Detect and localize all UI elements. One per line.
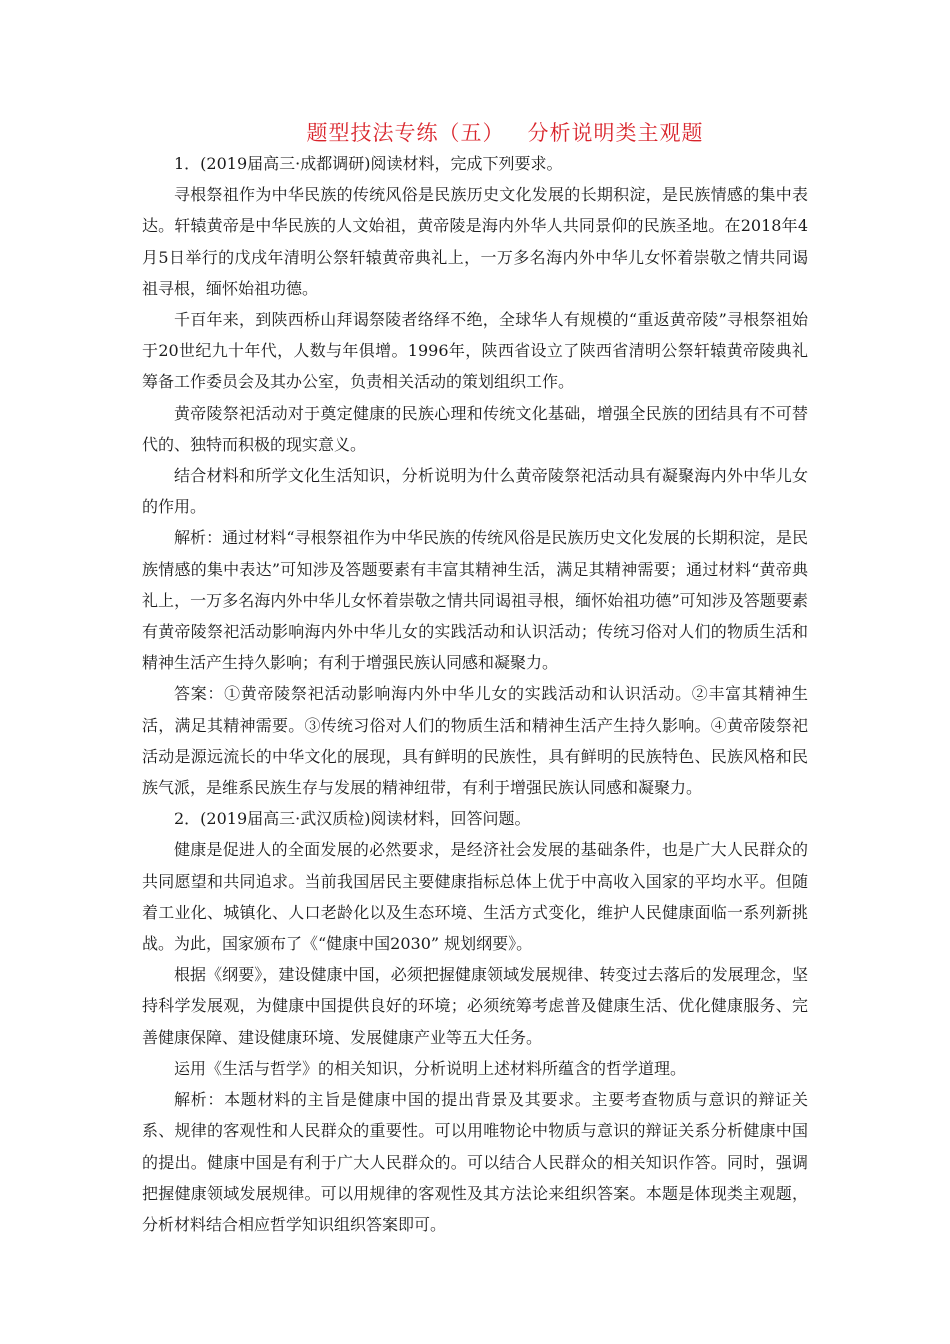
question-prompt: 结合材料和所学文化生活知识，分析说明为什么黄帝陵祭祀活动具有凝聚海内外中华儿女的作用。 <box>142 466 808 517</box>
material-paragraph: 千百年来，到陕西桥山拜谒祭陵者络绎不绝，全球华人有规模的“重返黄帝陵”寻根祭祖始于20世纪九十年代，人数与年俱增。1996年，陕西省设立了陕西省清明公祭轩辕黄帝陵典礼筹备工作委员会及其办公室，负责相关活动的策划组织工作。 <box>142 310 808 392</box>
document-title: 题型技法专练（五） 分析说明类主观题 <box>306 121 704 145</box>
material-paragraph: 根据《纲要》，建设健康中国，必须把握健康领域发展规律、转变过去落后的发展理念，坚持科学发展观，为健康中国提供良好的环境；必须统筹考虑普及健康生活、优化健康服务、完善健康保障、建设健康环境、发展健康产业等五大任务。 <box>142 965 808 1047</box>
material-paragraph: 寻根祭祖作为中华民族的传统风俗是民族历史文化发展的长期积淀，是民族情感的集中表达。轩辕黄帝是中华民族的人文始祖，黄帝陵是海内外华人共同景仰的民族圣地。在2018年4月5日举行的戊戌年清明公祭轩辕黄帝典礼上，一万多名海内外中华儿女怀着崇敬之情共同谒祖寻根，缅怀始祖功德。 <box>142 185 808 298</box>
answer-paragraph: 答案：①黄帝陵祭祀活动影响海内外中华儿女的实践活动和认识活动。②丰富其精神生活，满足其精神需要。③传统习俗对人们的物质生活和精神生活产生持久影响。④黄帝陵祭祀活动是源远流长的中华文化的展现，具有鲜明的民族性，具有鲜明的民族特色、民族风格和民族气派，是维系民族生存与发展的精神纽带，有利于增强民族认同感和凝聚力。 <box>142 684 808 798</box>
material-paragraph: 健康是促进人的全面发展的必然要求，是经济社会发展的基础条件，也是广大人民群众的共同愿望和共同追求。当前我国居民主要健康指标总体上优于中高收入国家的平均水平。但随着工业化、城镇化、人口老龄化以及生态环境、生活方式变化，维护人民健康面临一系列新挑战。为此，国家颁布了《“健康中国2030” 规划纲要》。 <box>142 840 808 954</box>
material-paragraph: 黄帝陵祭祀活动对于奠定健康的民族心理和传统文化基础，增强全民族的团结具有不可替代的、独特而积极的现实意义。 <box>142 403 808 454</box>
question-1-header: 1．(2019届高三·成都调研)阅读材料，完成下列要求。 <box>174 154 563 173</box>
question-prompt: 运用《生活与哲学》的相关知识，分析说明上述材料所蕴含的哲学道理。 <box>174 1058 687 1078</box>
analysis-paragraph: 解析：通过材料“寻根祭祖作为中华民族的传统风俗是民族历史文化发展的长期积淀，是民族情感的集中表达”可知涉及答题要素有丰富其精神生活，满足其精神需要；通过材料“黄帝典礼上，一万多名海内外中华儿女怀着崇敬之情共同谒祖寻根，缅怀始祖功德”可知涉及答题要素有黄帝陵祭祀活动影响海内外中华儿女的实践活动和认识活动；传统习俗对人们的物质生活和精神生活产生持久影响；有利于增强民族认同感和凝聚力。 <box>142 528 808 673</box>
question-2-header: 2．(2019届高三·武汉质检)阅读材料，回答问题。 <box>174 809 531 829</box>
analysis-paragraph: 解析：本题材料的主旨是健康中国的提出背景及其要求。主要考查物质与意识的辩证关系、规律的客观性和人民群众的重要性。可以用唯物论中物质与意识的辩证关系分析健康中国的提出。健康中国是有利于广大人民群众的。可以结合人民群众的相关知识作答。同时，强调把握健康领域发展规律。可以用规律的客观性及其方法论来组织答案。本题是体现类主观题，分析材料结合相应哲学知识组织答案即可。 <box>142 1090 808 1234</box>
